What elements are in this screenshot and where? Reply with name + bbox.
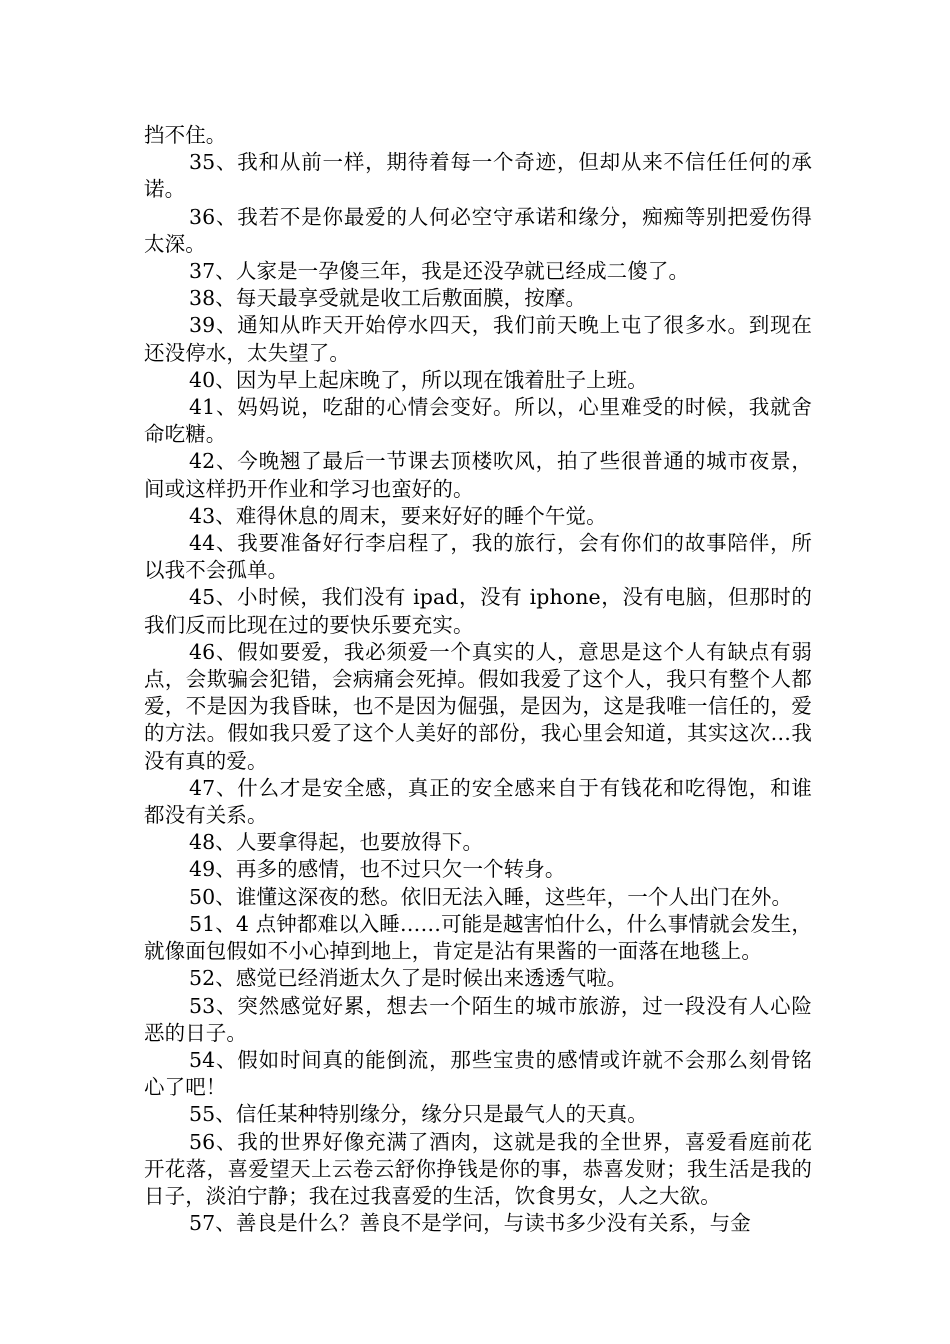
paragraph: 49、再多的感情，也不过只欠一个转身。 <box>189 857 566 882</box>
paragraph: 50、谁懂这深夜的愁。依旧无法入睡，这些年，一个人出门在外。 <box>189 884 793 909</box>
paragraph: 46、假如要爱，我必须爱一个真实的人，意思是这个人有缺点有弱点，会欺骗会犯错，会病痛会死掉。假如我爱了这个人，我只有整个人都爱，不是因为我昏昧，也不是因为倔强，是因为，这是我唯一信任的，爱的方法。假如我只爱了这个人美好的部份，我心里会知道，其实这次…我没有真的爱。 <box>144 639 812 773</box>
paragraph: 挡不住。 <box>144 123 227 147</box>
document-body <box>144 122 812 1237</box>
paragraph: 54、假如时间真的能倒流，那些宝贵的感情或许就不会那么刻骨铭心了吧！ <box>144 1047 812 1100</box>
paragraph: 38、每天最享受就是收工后敷面膜，按摩。 <box>189 286 587 311</box>
paragraph: 51、4 点钟都难以入睡……可能是越害怕什么，什么事情就会发生，就像面包假如不小心掉到地上，肯定是沾有果酱的一面落在地毯上。 <box>144 911 812 964</box>
paragraph: 41、妈妈说，吃甜的心情会变好。所以，心里难受的时候，我就舍命吃糖。 <box>144 395 812 447</box>
paragraph: 55、信任某种特别缘分，缘分只是最气人的天真。 <box>189 1102 648 1127</box>
paragraph: 44、我要准备好行李启程了，我的旅行，会有你们的故事陪伴，所以我不会孤单。 <box>144 531 812 583</box>
paragraph: 37、人家是一孕傻三年，我是还没孕就已经成二傻了。 <box>189 259 690 284</box>
paragraph: 40、因为早上起床晚了，所以现在饿着肚子上班。 <box>189 367 648 392</box>
paragraph: 36、我若不是你最爱的人何必空守承诺和缘分，痴痴等别把爱伤得太深。 <box>144 204 812 256</box>
paragraph: 52、感觉已经消逝太久了是时候出来透透气啦。 <box>189 966 628 991</box>
paragraph: 47、什么才是安全感，真正的安全感来自于有钱花和吃得饱，和谁都没有关系。 <box>144 775 812 828</box>
paragraph: 57、善良是什么？善良不是学问，与读书多少没有关系，与金 <box>189 1211 751 1236</box>
paragraph: 45、小时候，我们没有 ipad，没有 iphone，没有电脑，但那时的我们反而比现在过的要快乐要充实。 <box>144 585 812 637</box>
paragraph: 56、我的世界好像充满了酒肉，这就是我的全世界，喜爱看庭前花开花落，喜爱望天上云卷云舒你挣钱是你的事，恭喜发财；我生活是我的日子，淡泊宁静；我在过我喜爱的生活，饮食男女，人之大欲。 <box>144 1129 812 1208</box>
paragraph: 48、人要拿得起，也要放得下。 <box>189 830 484 855</box>
paragraph: 53、突然感觉好累，想去一个陌生的城市旅游，过一段没有人心险恶的日子。 <box>144 993 812 1045</box>
paragraph: 43、难得休息的周末，要来好好的睡个午觉。 <box>189 503 607 528</box>
paragraph: 42、今晚翘了最后一节课去顶楼吹风，拍了些很普通的城市夜景，间或这样扔开作业和学习也蛮好的。 <box>144 449 812 501</box>
paragraph: 35、我和从前一样，期待着每一个奇迹，但却从来不信任任何的承诺。 <box>144 150 812 202</box>
paragraph: 39、通知从昨天开始停水四天，我们前天晚上屯了很多水。到现在还没停水，太失望了。 <box>144 313 812 365</box>
